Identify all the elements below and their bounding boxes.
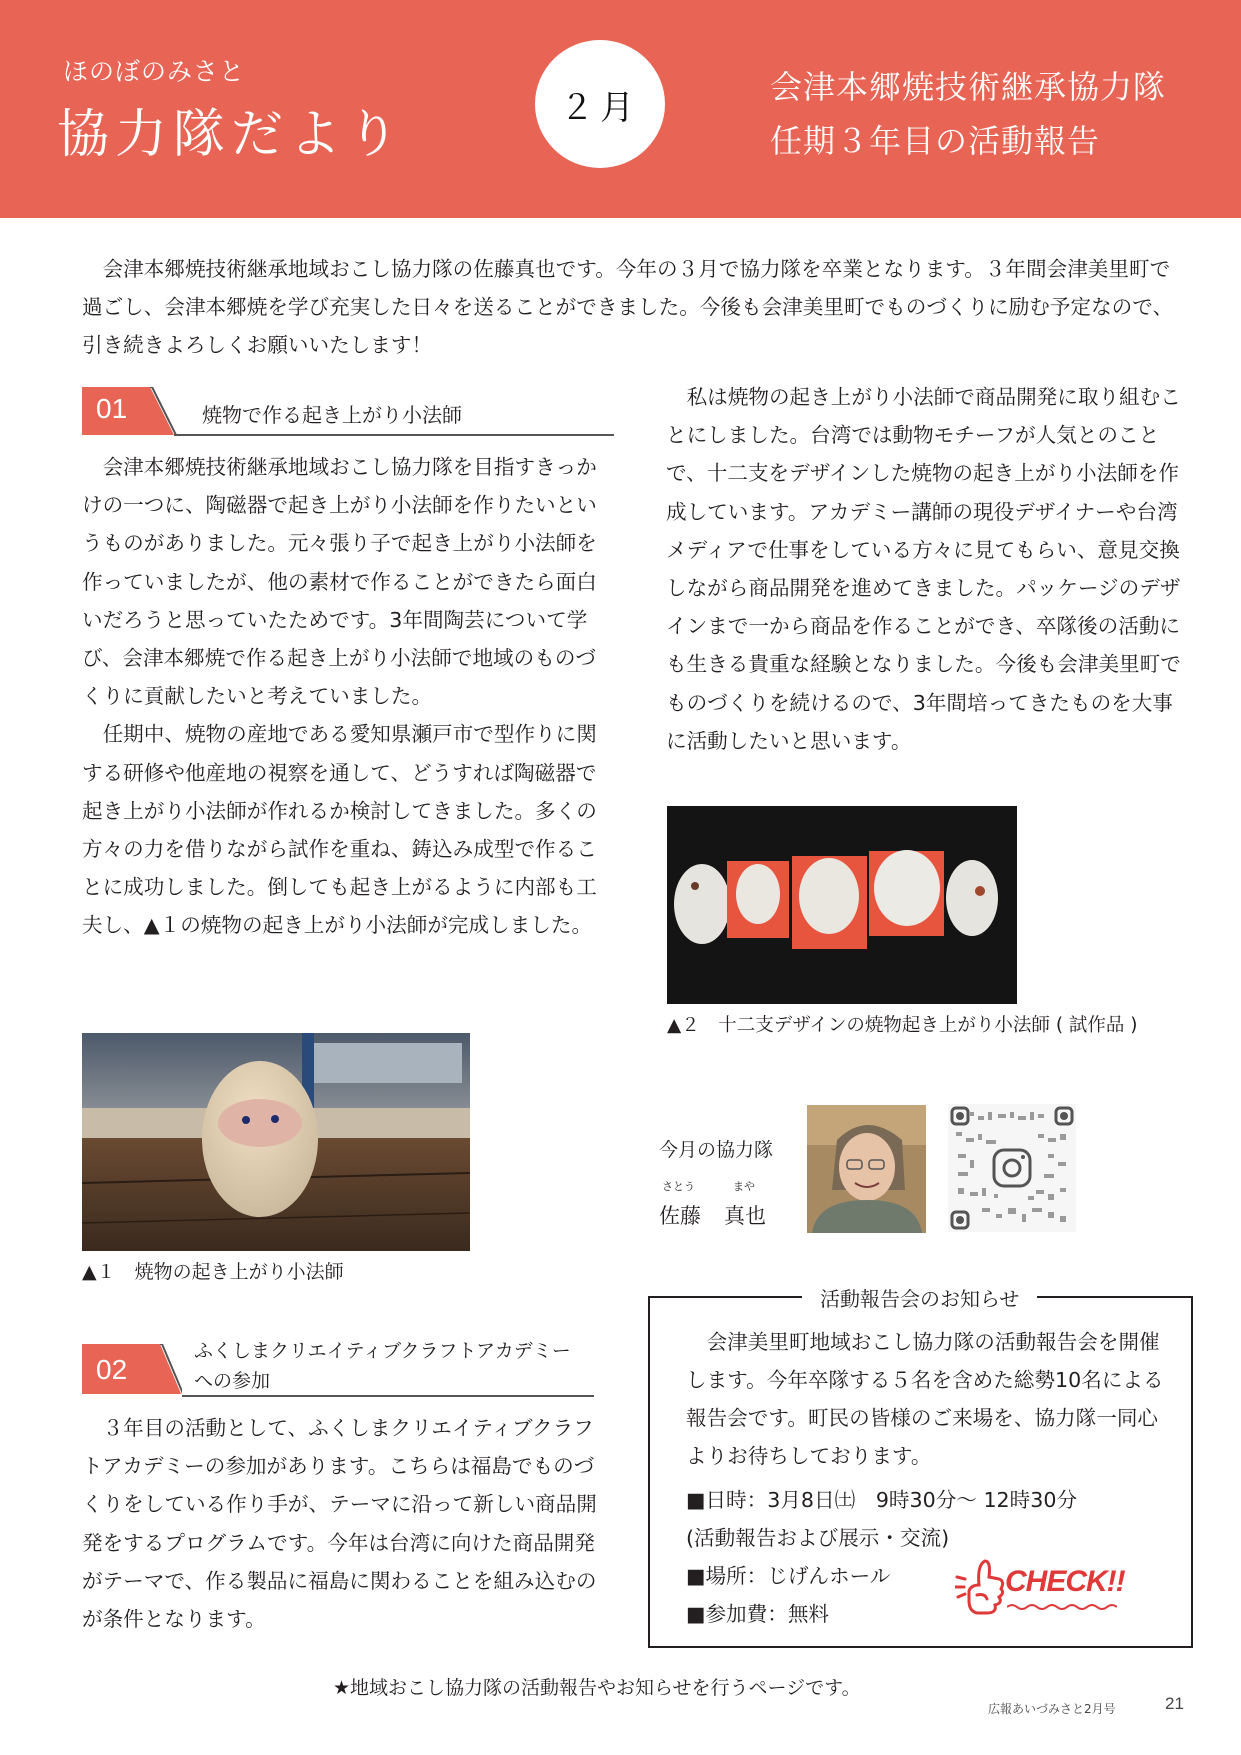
section-01-heading [82,387,534,437]
subtitle-line1: 会津本郷焼技術継承協力隊 [770,68,1167,106]
avatar [807,1105,926,1233]
name-family: 佐藤 [659,1204,701,1228]
notice-title: 活動報告会のお知らせ [802,1283,1037,1312]
section-number: 01 [96,393,128,424]
photo-image [82,1033,470,1251]
check-label: CHECK!! [1005,1565,1125,1598]
kana-title: ほのぼのみさと [63,57,246,86]
notice-date-note: (活動報告および展示・交流) [686,1526,950,1550]
photo-okiagari-koboshi [82,1033,470,1251]
paragraph: 任期中、焼物の産地である愛知県瀬戸市で型作りに関する研修や他産地の視察を通して、どうすれば陶磁器で起き上がり小法師が作れるか検討してきました。多くの方々の力を借りながら試作を重ね、鋳込み成型で作ることに成功しました。倒しても起き上がるように内部も工夫し、▲１の焼物の起き上がり小法師が完成しました。 [82,722,597,938]
subtitle-line2: 任期３年目の活動報告 [770,122,1101,160]
paragraph: 会津本郷焼技術継承地域おこし協力隊を目指すきっかけの一つに、陶磁器で起き上がり小法師を作りたいというものがありました。元々張り子で起き上がり小法師を作っていましたが、他の素材で作ることができたら面白いだろうと思っていたためです。3年間陶芸について学び、会津本郷焼で作る起き上がり小法師で地域のものづくりに貢献したいと考えていました。 [82,455,597,709]
instagram-qr-code[interactable] [948,1104,1076,1232]
photo-image [667,806,1017,1004]
paragraph: 私は焼物の起き上がり小法師で商品開発に取り組むことにしました。台湾では動物モチーフが人気とのことで、十二支をデザインした焼物の起き上がり小法師を作成しています。アカデミー講師の現役デザイナーや台湾メディアで仕事をしている方々に見てもらい、意見交換しながら商品開発を進めてきました。パッケージのデザインまで一から商品を作ることができ、卒隊後の活動にも生きる貴重な経験となりました。今後も会津美里町でものづくりを続けるので、3年間培ってきたものを大事に活動したいと思います。 [666,385,1181,753]
month-label: ２月 [560,87,640,128]
furigana-given: まや [733,1180,755,1193]
member-portrait [807,1105,926,1233]
section-title-line1: ふくしまクリエイティブクラフトアカデミー [194,1340,571,1362]
section-title-line2: への参加 [194,1370,271,1392]
section-02-body [82,1409,602,1638]
section-number: 02 [96,1354,128,1385]
section-title [194,1336,571,1396]
section-title: 焼物で作る起き上がり小法師 [202,403,462,427]
photo-zodiac-koboshi [667,806,1017,1004]
notice-place: ■場所：じげんホール [686,1564,891,1588]
wavy-underline [1007,1603,1117,1611]
photo-1-caption: ▲１ 焼物の起き上がり小法師 [82,1261,344,1283]
notice-fee: ■参加費：無料 [686,1602,830,1626]
page-number: 21 [1165,1694,1184,1713]
footer-note: ★地域おこし協力隊の活動報告やお知らせを行うページです。 [333,1677,861,1699]
furigana-family: さとう [662,1180,695,1193]
intro-paragraph: 会津本郷焼技術継承地域おこし協力隊の佐藤真也です。今年の３月で協力隊を卒業となります。３年間会津美里町で過ごし、会津本郷焼を学び充実した日々を送ることができました。今後も会津美里町でものづくりに励む予定なので、引き続きよろしくお願いいたします！ [82,257,1174,357]
thumbs-up-icon [955,1555,1007,1619]
notice-lead: 会津美里町地域おこし協力隊の活動報告会を開催します。今年卒隊する５名を含めた総勢10名による報告会です。町民の皆様のご来場を、協力隊一同心よりお待ちしております。 [686,1330,1164,1468]
header-banner [0,0,1241,218]
profile-label: 今月の協力隊 [659,1139,774,1161]
section-01-body [82,448,602,945]
qr-code-icon [948,1104,1076,1232]
section-01-continued [666,378,1188,760]
name-given: 真也 [724,1204,766,1228]
section-02-heading [82,1340,592,1398]
notice-date: ■日時：3月8日㈯ 9時30分～ 12時30分 [686,1488,1078,1512]
section-underline [174,434,614,436]
paragraph: ３年目の活動として、ふくしまクリエイティブクラフトアカデミーの参加があります。こちらは福島でものづくりをしている作り手が、テーマに沿って新しい商品開発をするプログラムです。今年は台湾に向けた商品開発がテーマで、作る製品に福島に関わることを組み込むのが条件となります。 [82,1416,597,1632]
magazine-name: 広報あいづみさと2月号 [988,1702,1116,1716]
check-stamp [955,1553,1145,1623]
photo-2-caption: ▲２ 十二支デザインの焼物起き上がり小法師 ( 試作品 ) [667,1015,1138,1036]
month-badge [535,40,665,168]
page-title: 協力隊だより [57,105,406,165]
